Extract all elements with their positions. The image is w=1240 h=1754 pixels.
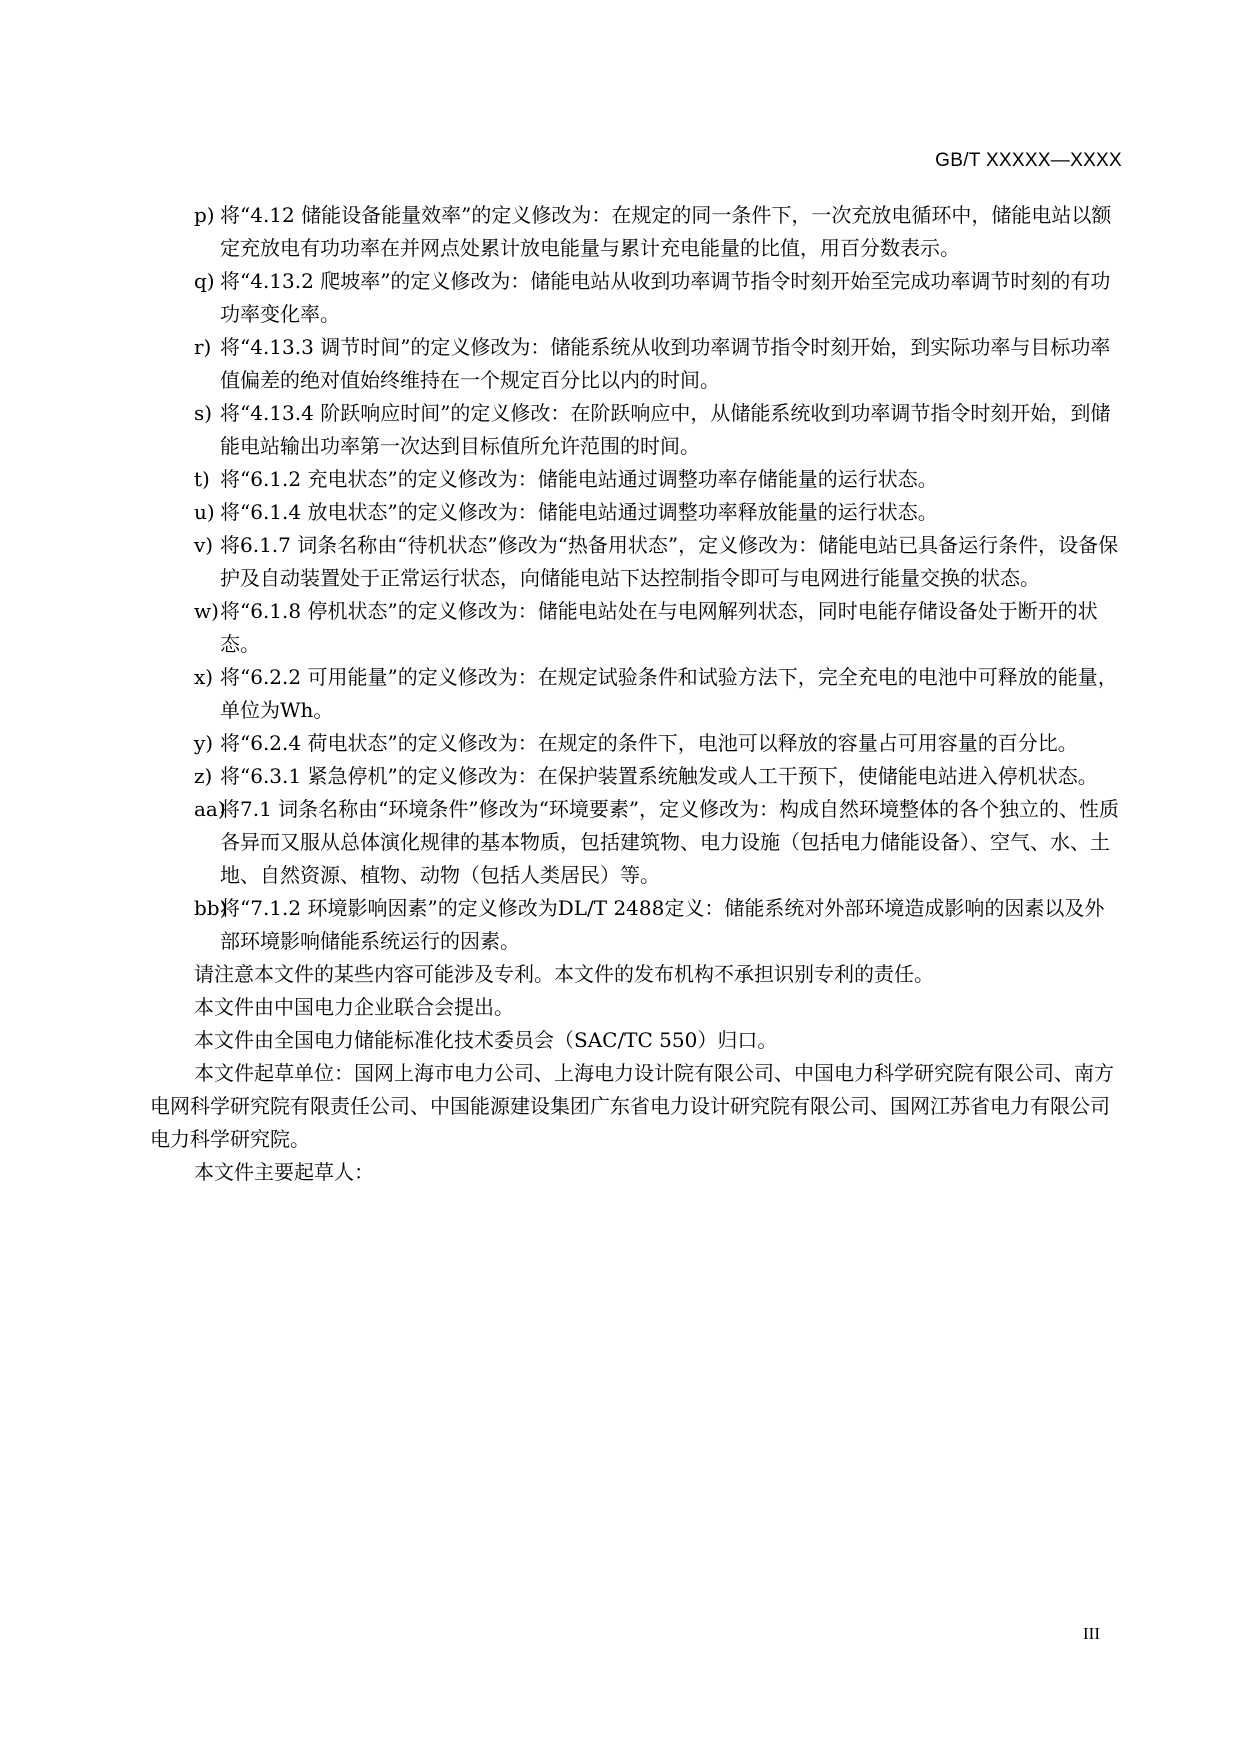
main-drafters-paragraph: 本文件主要起草人： (194, 1160, 374, 1184)
item-text: 将“7.1.2 环境影响因素”的定义修改为DL/T 2488定义：储能系统对外部环境造成影响的因素以及外部环境影响储能系统运行的因素。 (220, 896, 1105, 953)
item-text: 将“6.3.1 紧急停机”的定义修改为：在保护装置系统触发或人工干预下，使储能电站进入停机状态。 (220, 764, 1098, 788)
item-text: 将“4.13.4 阶跃响应时间”的定义修改：在阶跃响应中，从储能系统收到功率调节指令时刻开始，到储能电站输出功率第一次达到目标值所允许范围的时间。 (220, 401, 1111, 458)
list-item (150, 661, 1122, 727)
list-item (150, 199, 1122, 265)
drafting-units-paragraph: 本文件起草单位：国网上海市电力公司、上海电力设计院有限公司、中国电力科学研究院有限公司、南方电网科学研究院有限责任公司、中国能源建设集团广东省电力设计研究院有限公司、国网江苏省电力有限公司电力科学研究院。 (150, 1061, 1114, 1151)
list-item (150, 463, 1122, 496)
proposed-by-paragraph: 本文件由中国电力企业联合会提出。 (194, 995, 514, 1019)
item-marker: x) (194, 665, 214, 689)
list-item (150, 892, 1122, 958)
item-marker: y) (194, 731, 214, 755)
list-item (150, 496, 1122, 529)
list-item (150, 595, 1122, 661)
item-marker: z) (194, 764, 213, 788)
item-text: 将“4.13.2 爬坡率”的定义修改为：储能电站从收到功率调节指令时刻开始至完成功率调节时刻的有功功率变化率。 (220, 269, 1111, 326)
document-body (150, 199, 1122, 1189)
item-text: 将“6.2.4 荷电状态”的定义修改为：在规定的条件下，电池可以释放的容量占可用容量的百分比。 (220, 731, 1078, 755)
item-marker: v) (194, 533, 214, 557)
patent-notice-paragraph: 请注意本文件的某些内容可能涉及专利。本文件的发布机构不承担识别专利的责任。 (194, 962, 934, 986)
list-item (150, 397, 1122, 463)
item-marker: p) (194, 203, 215, 227)
list-item (150, 727, 1122, 760)
list-item (150, 760, 1122, 793)
item-text: 将6.1.7 词条名称由“待机状态”修改为“热备用状态”，定义修改为：储能电站已具备运行条件，设备保护及自动装置处于正常运行状态，向储能电站下达控制指令即可与电网进行能量交换的状态。 (220, 533, 1119, 590)
item-marker: bb) (194, 896, 228, 920)
item-marker: r) (194, 335, 212, 359)
list-item (150, 529, 1122, 595)
item-text: 将“4.12 储能设备能量效率”的定义修改为：在规定的同一条件下，一次充放电循环中，储能电站以额定充放电有功功率在并网点处累计放电能量与累计充电能量的比值，用百分数表示。 (220, 203, 1112, 260)
item-marker: u) (194, 500, 215, 524)
standard-code-header: GB/T XXXXX—XXXX (935, 150, 1122, 171)
list-item (150, 265, 1122, 331)
item-marker: t) (194, 467, 210, 491)
item-marker: w) (194, 599, 219, 623)
item-text: 将“6.2.2 可用能量”的定义修改为：在规定试验条件和试验方法下，完全充电的电池中可释放的能量，单位为Wh。 (220, 665, 1118, 722)
page-number: III (1083, 1624, 1100, 1643)
item-text: 将“6.1.8 停机状态”的定义修改为：储能电站处在与电网解列状态，同时电能存储设备处于断开的状态。 (220, 599, 1098, 656)
item-text: 将“4.13.3 调节时间”的定义修改为：储能系统从收到功率调节指令时刻开始，到实际功率与目标功率值偏差的绝对值始终维持在一个规定百分比以内的时间。 (220, 335, 1111, 392)
centralized-by-paragraph: 本文件由全国电力储能标准化技术委员会（SAC/TC 550）归口。 (194, 1028, 778, 1052)
list-item (150, 331, 1122, 397)
item-text: 将7.1 词条名称由“环境条件”修改为“环境要素”，定义修改为：构成自然环境整体的各个独立的、性质各异而又服从总体演化规律的基本物质，包括建筑物、电力设施（包括电力储能设备）、空气、水、土地、自然资源、植物、动物（包括人类居民）等。 (220, 797, 1120, 887)
item-marker: aa) (194, 797, 226, 821)
item-text: 将“6.1.4 放电状态”的定义修改为：储能电站通过调整功率释放能量的运行状态。 (220, 500, 938, 524)
list-item (150, 793, 1122, 892)
item-text: 将“6.1.2 充电状态”的定义修改为：储能电站通过调整功率存储能量的运行状态。 (220, 467, 938, 491)
item-marker: q) (194, 269, 215, 293)
item-marker: s) (194, 401, 213, 425)
